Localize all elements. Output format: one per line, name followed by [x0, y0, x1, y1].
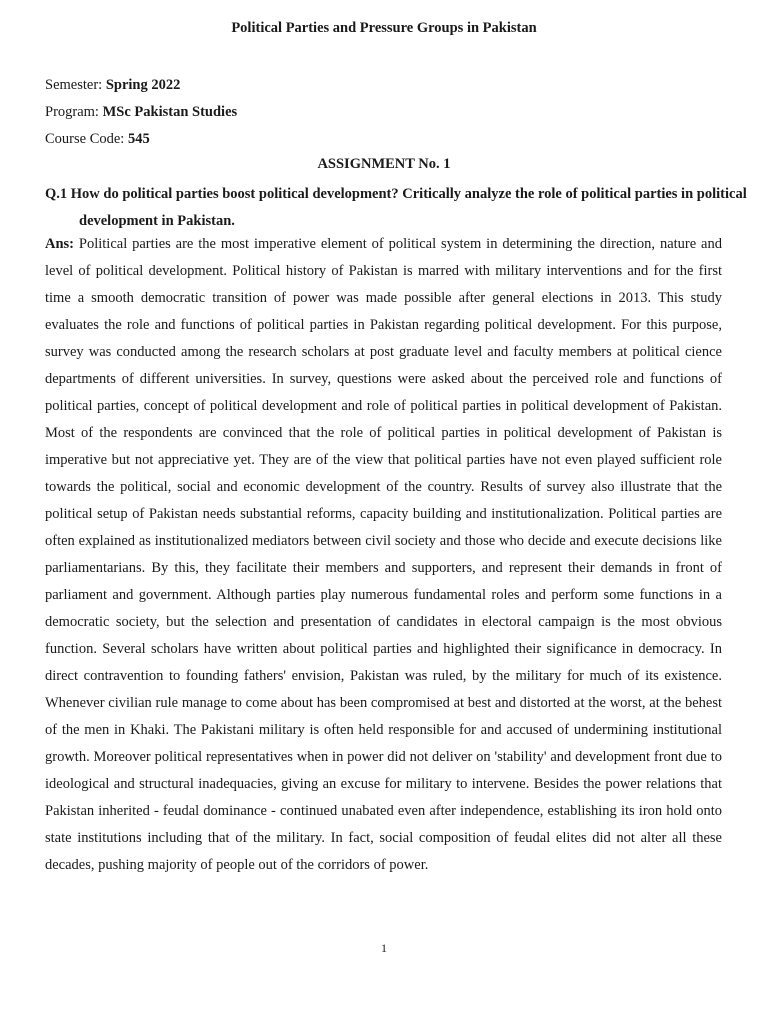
answer-text: Political parties are the most imperative element of political system in determining the direction, nature and level of political development. Political history of Pakistan is marred with military interventions and for the first time a smooth democratic transition of power was made possible after general elections in 2013. This study evaluates the role and functions of political parties in Pakistan regarding political development. For this purpose, survey was conducted among the research scholars at post graduate level and faculty members at political cience departments of different universities. In survey, questions were asked about the perceived role and functions of political parties, concept of political development and role of political parties in political development of Pakistan. Most of the respondents are convinced that the role of political parties in political development of Pakistan is imperative but not appreciative yet. They are of the view that political parties have not even played sufficient role towards the political, social and economic development of the country. Results of survey also illustrate that the political setup of Pakistan needs substantial reforms, capacity building and institutionalization. Political parties are often explained as institutionalized mediators between civil society and those who decide and execute decisions like parliamentarians. By this, they facilitate their members and supporters, and represent their demands in front of parliament and government. Although parties play numerous fundamental roles and perform some functions in a democratic society, but the selection and presentation of candidates in electoral campaign is the most obvious function. Several scholars have written about political parties and highlighted their significance in democracy. In direct contravention to founding fathers' envision, Pakistan was ruled, by the military for much of its existence. Whenever civilian rule manage to come about has been compromised at best and distorted at the worst, at the behest of the men in Khaki. The Pakistani military is often held responsible for and accused of undermining institutional growth. Moreover political representatives when in power did not deliver on 'stability' and development front due to ideological and structural inadequacies, giving an excuse for military to intervene. Besides the power relations that Pakistan inherited - feudal dominance - continued unabated even after independence, establishing its iron hold onto state institutions including that of the military. In fact, social composition of feudal elites did not alter all these decades, pushing majority of people out of the corridors of power. [45, 236, 722, 873]
page-number: 1 [381, 941, 387, 955]
answer-paragraph [45, 231, 722, 879]
answer-label: Ans: [45, 236, 75, 252]
question-text: Q.1 How do political parties boost political development? Critically analyze the role of political parties in political development in Pakistan. [45, 186, 747, 229]
program-line [45, 102, 237, 122]
semester-value: Spring 2022 [105, 77, 181, 93]
semester-label: Semester: [45, 77, 103, 93]
program-label: Program: [45, 104, 99, 120]
semester-line [45, 75, 180, 95]
program-value: MSc Pakistan Studies [102, 104, 238, 120]
course-code-value: 545 [127, 131, 150, 147]
assignment-heading: ASSIGNMENT No. 1 [317, 156, 451, 172]
document-title: Political Parties and Pressure Groups in Pakistan [231, 20, 537, 36]
course-code-line [45, 129, 150, 149]
course-code-label: Course Code: [45, 131, 125, 147]
